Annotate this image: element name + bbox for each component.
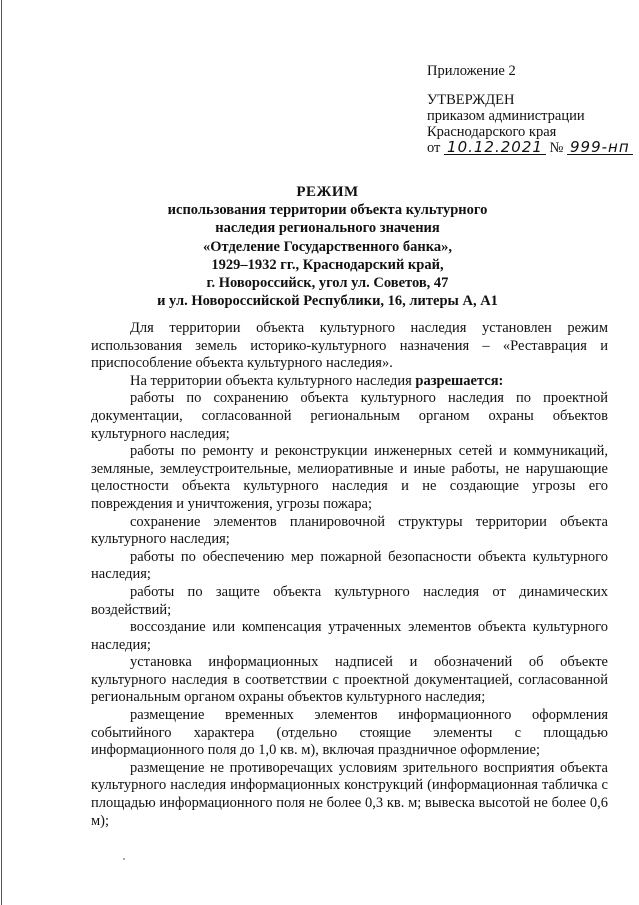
permitted-bold: разрешается: (415, 372, 504, 389)
scan-speck (123, 858, 125, 860)
from-prefix: от (427, 140, 441, 156)
list-item: воссоздание или компенсация утраченных элементов объекта культурного наследия; (91, 619, 608, 653)
date-number-line (427, 140, 632, 156)
document-title (40, 183, 615, 310)
handwritten-date: 10.12.2021 (444, 140, 546, 155)
document-body (91, 320, 608, 830)
number-prefix: № (549, 140, 564, 156)
title-line: 1929–1932 гг., Краснодарский край, (211, 256, 444, 273)
list-item: размещение не противоречащих условиям зрительного восприятия объекта культурного наследия информационных конструкций (информационная табличка с площадью информационного поля не более 0,3 кв. м; вывеска высотой не более 0,6 м); (91, 759, 608, 829)
title-line: использования территории объекта культурного (167, 202, 488, 219)
list-item: работы по сохранению объекта культурного наследия по проектной документации, согласованной региональным органом охраны объектов культурного наследия; (91, 390, 608, 442)
page-edge (1, 0, 2, 905)
handwritten-number: 999-нп (567, 140, 633, 155)
region-label: Краснодарского края (427, 124, 557, 140)
order-label: приказом администрации (427, 108, 585, 124)
permitted-heading (91, 373, 608, 391)
title-heading: РЕЖИМ (296, 184, 359, 200)
list-item: работы по защите объекта культурного наследия от динамических воздействий; (91, 583, 608, 618)
list-item: работы по ремонту и реконструкции инженерных сетей и коммуникаций, земляные, землеустроительные, мелиоративные и иные работы, не нарушающие целостности объекта культурного наследия и не создающие угрозы его повреждения и уничтожения, угрозы пожара; (91, 443, 608, 512)
approval-block (427, 63, 632, 156)
permitted-prefix: На территории объекта культурного наследия (130, 372, 416, 389)
list-item: установка информационных надписей и обозначений об объекте культурного наследия в соответствии с проектной документацией, согласованной региональным органом охраны объектов культурного наследия; (91, 654, 608, 706)
title-line: наследия регионального значения (215, 220, 440, 237)
title-line: г. Новороссийск, угол ул. Советов, 47 (206, 275, 449, 292)
list-item: размещение временных элементов информационного оформления событийного характера (отдельно стоящие элементы с площадью информационного поля до 1,0 кв. м), включая праздничное оформление; (91, 707, 608, 759)
title-line: и ул. Новороссийской Республики, 16, литеры А, А1 (157, 293, 498, 310)
intro-paragraph: Для территории объекта культурного наследия установлен режим использования земель историко-культурного назначения – «Реставрация и приспособление объекта культурного наследия». (91, 320, 608, 372)
appendix-label: Приложение 2 (427, 63, 516, 79)
title-line: «Отделение Государственного банка», (203, 238, 452, 255)
approved-label: УТВЕРЖДЕН (427, 92, 515, 108)
list-item: работы по обеспечению мер пожарной безопасности объекта культурного наследия; (91, 548, 608, 583)
list-item: сохранение элементов планировочной структуры территории объекта культурного наследия; (91, 513, 608, 548)
